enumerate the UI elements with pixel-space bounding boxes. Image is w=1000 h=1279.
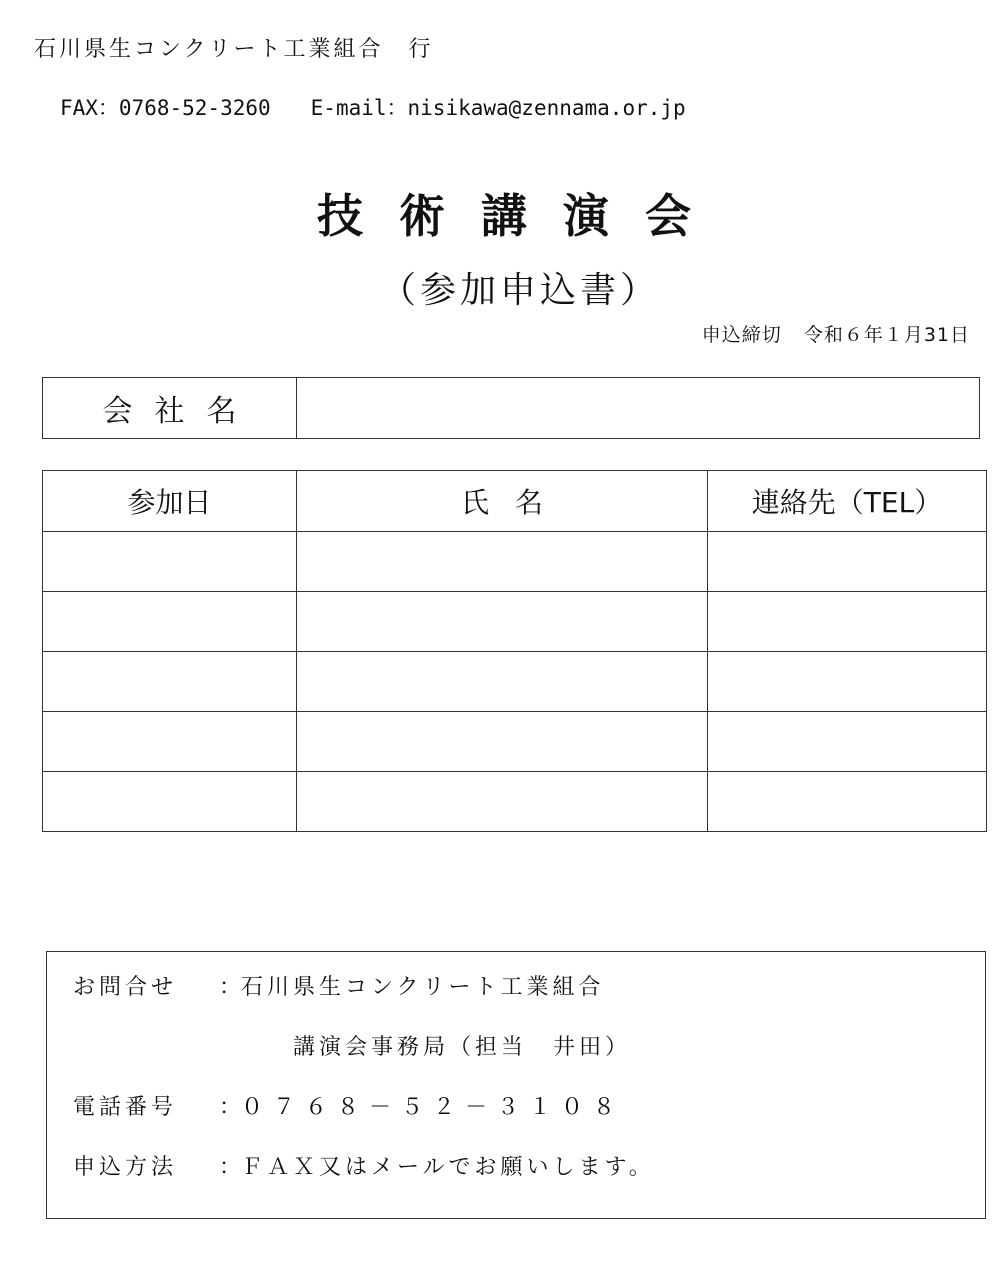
participants-table	[42, 470, 987, 832]
table-row	[43, 592, 987, 652]
table-row	[43, 652, 987, 712]
deadline-date: 令和６年１月31日	[803, 324, 970, 346]
inquiry-row	[73, 970, 605, 1001]
date-cell[interactable]	[43, 652, 297, 712]
company-name-field[interactable]	[297, 378, 979, 438]
separator: ：	[219, 1095, 246, 1120]
company-label: 会社名	[43, 378, 297, 438]
company-table	[42, 377, 980, 439]
inquiry-label: お問合せ	[73, 975, 178, 1000]
name-cell[interactable]	[297, 532, 708, 592]
inquiry-box	[46, 951, 986, 1219]
name-cell[interactable]	[297, 712, 708, 772]
page-title: 技術講演会	[317, 189, 727, 243]
date-cell[interactable]	[43, 592, 297, 652]
table-row	[43, 772, 987, 832]
tel-cell[interactable]	[708, 712, 987, 772]
tel-cell[interactable]	[708, 772, 987, 832]
date-cell[interactable]	[43, 712, 297, 772]
deadline	[702, 320, 970, 347]
email-address: E-mail：nisikawa@zennama.or.jp	[310, 96, 686, 120]
name-cell[interactable]	[297, 592, 708, 652]
contact-line	[60, 92, 686, 122]
page-subtitle: （参加申込書）	[379, 270, 660, 311]
phone-number: ０７６８－５２－３１０８	[241, 1095, 626, 1120]
table-row	[43, 532, 987, 592]
date-cell[interactable]	[43, 772, 297, 832]
method-text: ＦＡＸ又はメールでお願いします。	[241, 1155, 655, 1180]
method-label: 申込方法	[73, 1155, 178, 1180]
tel-cell[interactable]	[708, 532, 987, 592]
inquiry-organization: 石川県生コンクリート工業組合	[241, 975, 605, 1000]
name-cell[interactable]	[297, 772, 708, 832]
deadline-label: 申込締切	[701, 324, 782, 346]
inquiry-office: 講演会事務局（担当 井田）	[293, 1035, 632, 1060]
tel-cell[interactable]	[708, 652, 987, 712]
separator: ：	[219, 1155, 246, 1180]
separator: ：	[219, 975, 246, 1000]
column-header-name: 氏名	[297, 471, 708, 532]
office-row	[293, 1030, 631, 1061]
date-cell[interactable]	[43, 532, 297, 592]
fax-number: FAX：0768-52-3260	[60, 96, 271, 120]
table-row	[43, 712, 987, 772]
name-cell[interactable]	[297, 652, 708, 712]
table-header-row	[43, 471, 987, 532]
phone-row	[73, 1090, 625, 1121]
method-row	[73, 1150, 655, 1181]
column-header-tel: 連絡先（TEL）	[708, 471, 987, 532]
phone-label: 電話番号	[73, 1095, 178, 1120]
tel-cell[interactable]	[708, 592, 987, 652]
recipient-line: 石川県生コンクリート工業組合 行	[34, 37, 434, 62]
column-header-date: 参加日	[43, 471, 297, 532]
